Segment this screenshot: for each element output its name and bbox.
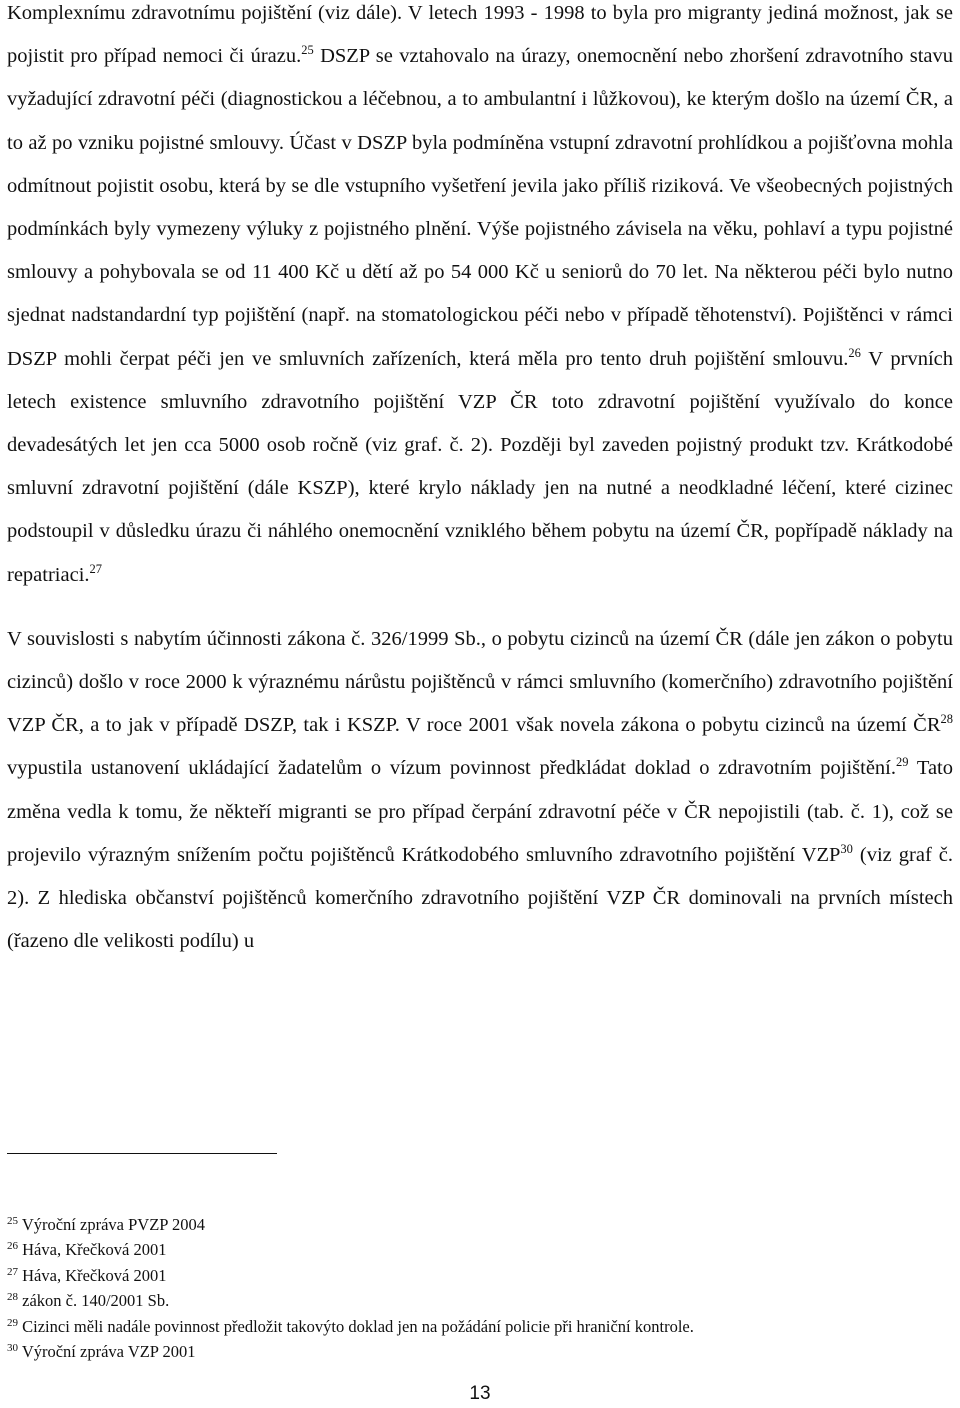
footnote-separator xyxy=(7,1153,277,1154)
footnote-ref: 30 xyxy=(840,841,853,856)
footnote-number: 30 xyxy=(7,1342,18,1355)
footnote-25 xyxy=(7,1212,953,1237)
footnote-text: zákon č. 140/2001 Sb. xyxy=(22,1291,170,1311)
footnote-number: 26 xyxy=(7,1240,18,1253)
footnote-ref: 29 xyxy=(896,755,909,770)
footnote-29 xyxy=(7,1314,953,1339)
footnote-ref: 26 xyxy=(848,345,861,360)
paragraph-2 xyxy=(7,618,953,964)
footnote-ref: 28 xyxy=(940,712,953,727)
page-body xyxy=(7,0,953,963)
footnote-text: Háva, Křečková 2001 xyxy=(22,1265,167,1285)
paragraph-1 xyxy=(7,0,953,597)
footnote-text: Výroční zpráva VZP 2001 xyxy=(21,1342,196,1362)
footnote-number: 29 xyxy=(7,1316,18,1329)
text-run: V prvních letech existence smluvního zdravotního pojištění VZP ČR toto zdravotní pojištění využívalo do konce devadesátých let jen cca 5000 osob ročně (viz graf. č. 2). Později byl zaveden pojistný produkt tzv. Krátkodobé smluvní zdravotní pojištění (dále KSZP), které krylo náklady jen na nutné a neodkladné léčení, které cizinec podstoupil v důsledku úrazu či náhlého onemocnění vzniklého během pobytu na území ČR, popřípadě náklady na repatriaci. xyxy=(7,347,953,586)
footnote-ref: 27 xyxy=(89,561,103,576)
text-run: V souvislosti s nabytím účinnosti zákona č. 326/1999 Sb., o pobytu cizinců na území ČR (dále jen zákon o pobytu cizinců) došlo v roce 2000 k výraznému nárůstu pojištěnců v rámci smluvního (komerčního) zdravotního pojištění VZP ČR, a to jak v případě DSZP, tak i KSZP. V roce 2001 však novela zákona o pobytu cizinců na území ČR xyxy=(7,627,953,737)
footnote-ref: 25 xyxy=(301,43,314,58)
footnote-text: Háva, Křečková 2001 xyxy=(22,1240,167,1260)
footnotes xyxy=(7,1212,953,1364)
text-run: vypustila ustanovení ukládající žadatelům o vízum povinnost předkládat doklad o zdravotním pojištění. xyxy=(7,757,897,780)
text-run: (viz graf č. 2). Z hlediska občanství pojištěnců komerčního zdravotního pojištění VZP ČR dominovali na prvních místech (řazeno dle velikosti podílu) u xyxy=(7,843,953,953)
footnote-27 xyxy=(7,1263,953,1288)
footnote-text: Cizinci měli nadále povinnost předložit takovýto doklad jen na požádání policie při hraniční kontrole. xyxy=(22,1316,694,1336)
page-number: 13 xyxy=(469,1383,491,1404)
footnote-text: Výroční zpráva PVZP 2004 xyxy=(21,1215,205,1234)
footnote-number: 28 xyxy=(7,1291,18,1304)
footnote-number: 25 xyxy=(7,1215,18,1227)
footnote-26 xyxy=(7,1237,953,1262)
footnote-number: 27 xyxy=(7,1265,18,1278)
text-run: Komplexnímu zdravotnímu pojištění (viz dále). V letech 1993 - 1998 to byla pro migranty jediná možnost, jak se pojistit pro případ nemoci či úrazu. xyxy=(7,2,953,68)
text-run: Tato změna vedla k tomu, že někteří migranti se pro případ čerpání zdravotní péče v ČR nepojistili (tab. č. 1), což se projevilo výrazným snížením počtu pojištěnců Krátkodobého smluvního zdravotního pojištění VZP xyxy=(7,757,954,866)
footnote-30 xyxy=(7,1339,953,1364)
text-run: DSZP se vztahovalo na úrazy, onemocnění nebo zhoršení zdravotního stavu vyžadující zdravotní péči (diagnostickou a léčebnou, a to ambulantní i lůžkovou), ke kterým došlo na území ČR, a to až po vzniku pojistné smlouvy. Účast v DSZP byla podmíněna vstupní zdravotní prohlídkou a pojišťovna mohla odmítnout pojistit osobu, která by se dle vstupního vyšetření jevila jako příliš riziková. Ve všeobecných pojistných podmínkách byly vymezeny výluky z pojistného plnění. Výše pojistného závisela na věku, pohlaví a typu pojistné smlouvy a pohybovala se od 11 400 Kč u dětí až po 54 000 Kč u seniorů do 70 let. Na některou péči bylo nutno sjednat nadstandardní typ pojištění (např. na stomatologickou péči nebo v případě těhotenství). Pojištěnci v rámci DSZP mohli čerpat péči jen ve smluvních zařízeních, která měla pro tento druh pojištění smlouvu. xyxy=(7,45,953,370)
footnote-28 xyxy=(7,1288,953,1313)
